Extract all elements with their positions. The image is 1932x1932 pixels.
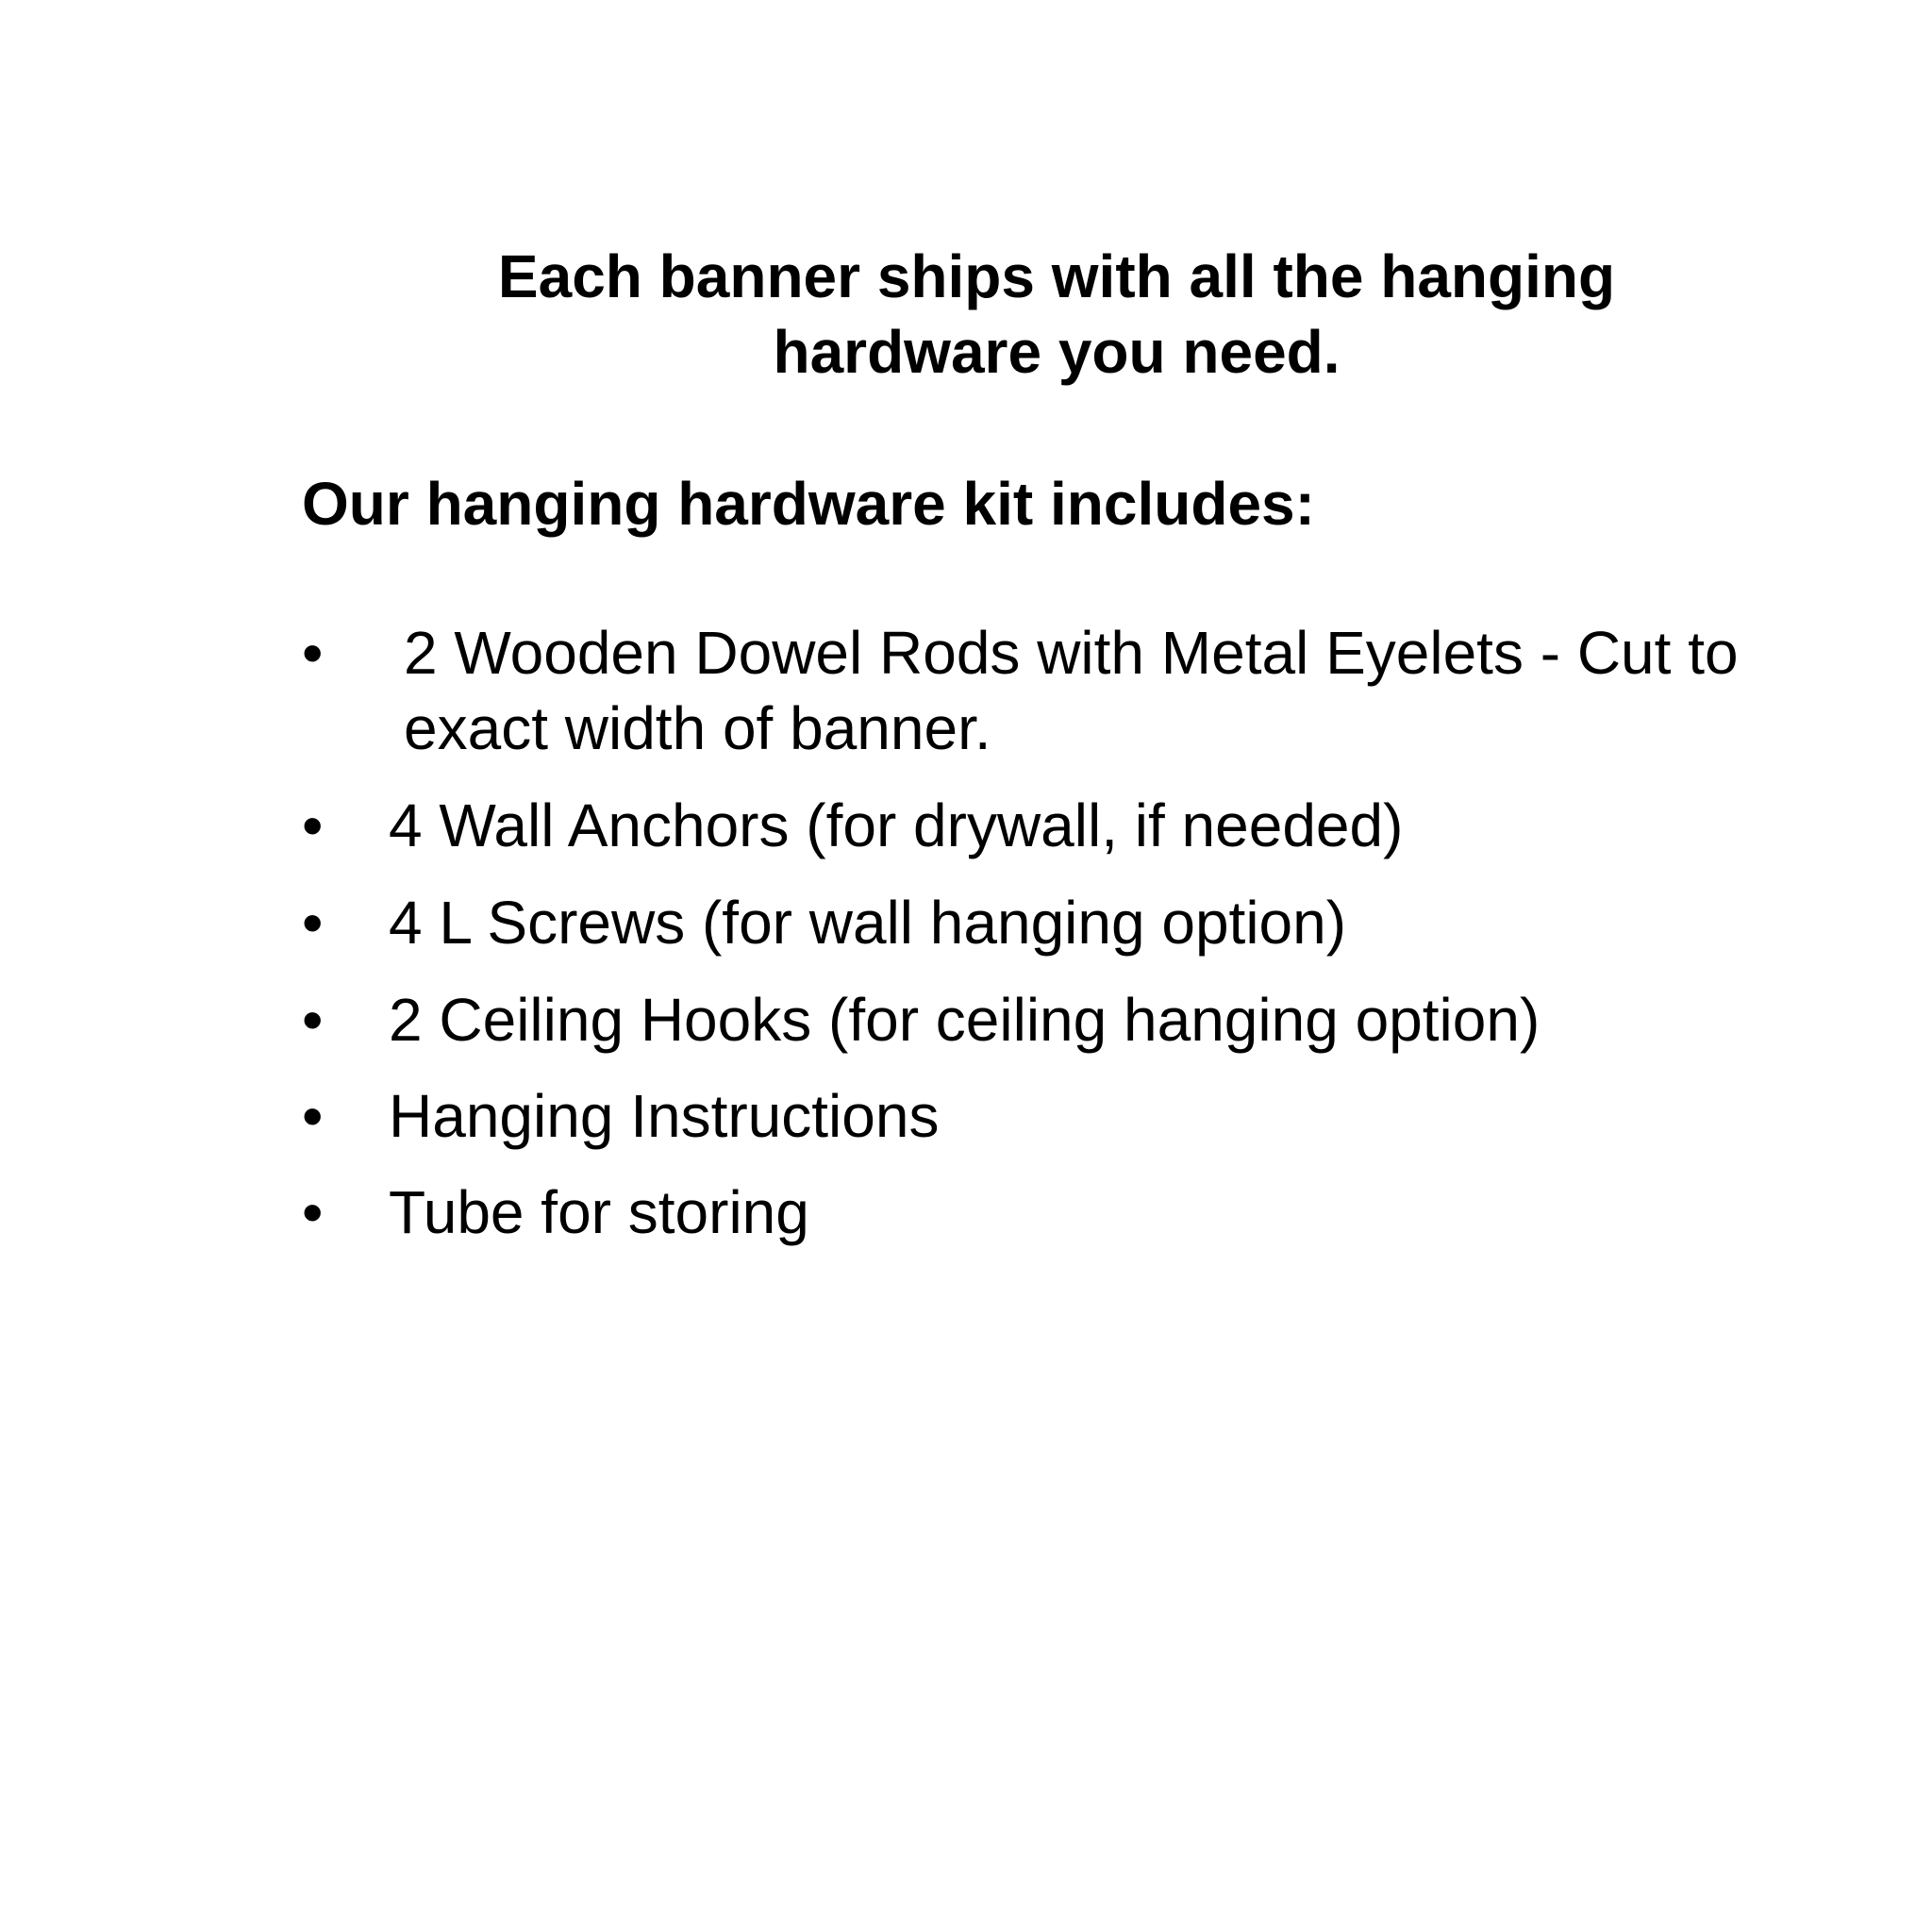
bullet-icon: • <box>302 619 324 687</box>
list-item-text: Hanging Instructions <box>389 1082 940 1150</box>
kit-subheading: Our hanging hardware kit includes: <box>302 470 1315 538</box>
bullet-icon: • <box>302 986 324 1054</box>
bullet-icon: • <box>302 1178 324 1246</box>
list-item-text: 4 L Screws (for wall hanging option) <box>389 889 1347 957</box>
bullet-icon: • <box>302 791 324 859</box>
list-item-text: 4 Wall Anchors (for drywall, if needed) <box>389 791 1404 859</box>
bullet-icon: • <box>302 889 324 957</box>
headline: Each banner ships with all the hanging hardware you need. <box>497 242 1616 386</box>
list-item-text: 2 Wooden Dowel Rods with Metal Eyelets - Cut to exact width of banner. <box>404 619 1739 762</box>
bullet-icon: • <box>302 1082 324 1150</box>
list-item-text: 2 Ceiling Hooks (for ceiling hanging option) <box>389 986 1541 1054</box>
list-item-text: Tube for storing <box>389 1178 809 1246</box>
